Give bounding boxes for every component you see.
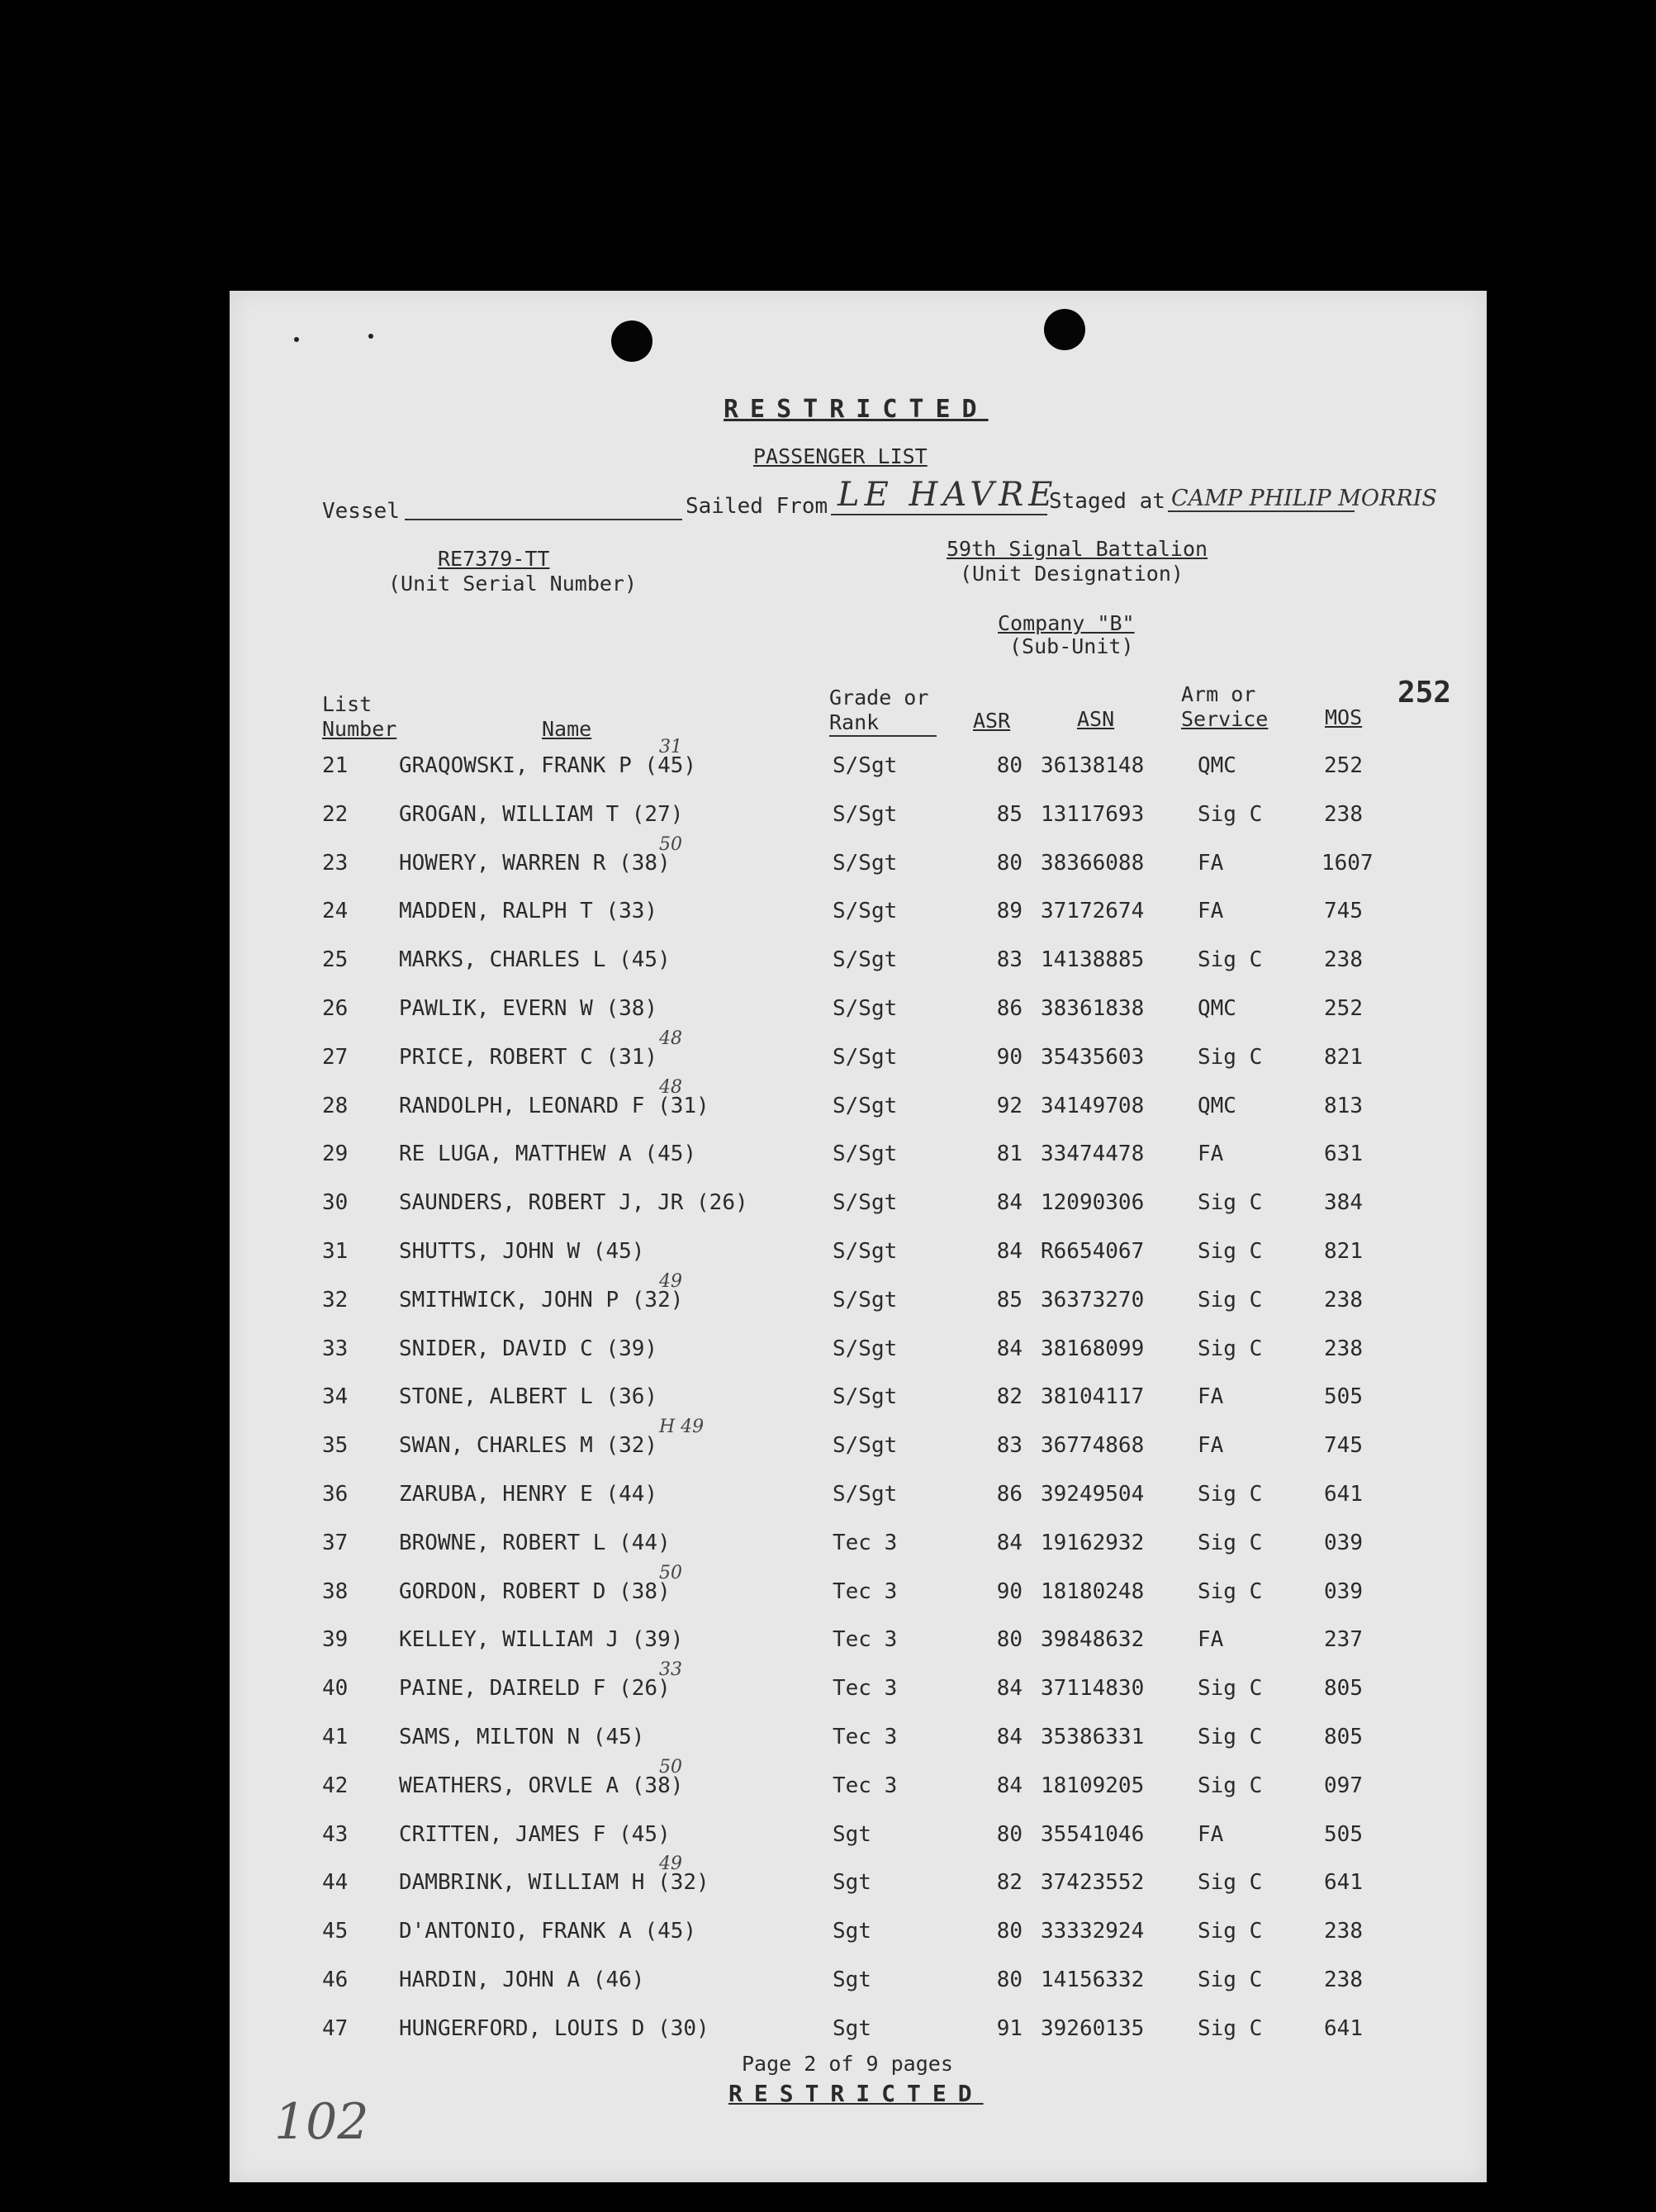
row-number: 35 — [322, 1433, 349, 1459]
mos-code: 641 — [1324, 1870, 1363, 1896]
grade-rank: S/Sgt — [833, 850, 898, 876]
passenger-name: SNIDER, DAVID C (39) — [399, 1336, 658, 1361]
asn-number: 39260135 — [1041, 2015, 1145, 2041]
handwritten-age-correction: 48 — [659, 1028, 682, 1049]
grade-rank: S/Sgt — [833, 899, 898, 924]
asr-score: 89 — [996, 899, 1023, 924]
col-grade — [829, 686, 928, 735]
row-number: 33 — [322, 1336, 349, 1361]
arm-service: Sig C — [1198, 947, 1263, 973]
passenger-name: BROWNE, ROBERT L (44) — [399, 1530, 671, 1555]
speck — [368, 334, 373, 339]
handwritten-page-number: 102 — [274, 2093, 369, 2151]
table-row — [230, 1142, 1487, 1189]
passenger-name: PAWLIK, EVERN W (38) — [399, 996, 658, 1021]
grade-rank: S/Sgt — [833, 1287, 898, 1312]
grade-rank: S/Sgt — [833, 1239, 898, 1264]
sub-unit-caption: (Sub-Unit) — [1009, 634, 1134, 658]
mos-code: 745 — [1324, 899, 1363, 924]
mos-code: 097 — [1324, 1773, 1363, 1798]
row-number: 29 — [322, 1142, 349, 1167]
grade-rank: S/Sgt — [833, 1433, 898, 1459]
grade-rank: S/Sgt — [833, 1044, 898, 1070]
grade-underline — [829, 735, 937, 737]
passenger-name: GORDON, ROBERT D (38) — [399, 1578, 671, 1604]
restricted-footer: RESTRICTED — [728, 2080, 984, 2107]
staged-at-label: Staged at — [1049, 489, 1165, 514]
asn-number: 33332924 — [1041, 1919, 1145, 1944]
row-number: 36 — [322, 1482, 349, 1507]
asr-score: 82 — [996, 1870, 1023, 1896]
asn-number: 13117693 — [1041, 801, 1145, 827]
passenger-name: SAMS, MILTON N (45) — [399, 1725, 645, 1749]
col-grade-label-2: Rank — [829, 710, 880, 734]
mos-code: 384 — [1324, 1190, 1363, 1216]
arm-service: QMC — [1198, 1093, 1236, 1118]
grade-rank: S/Sgt — [833, 753, 898, 778]
row-number: 21 — [322, 753, 349, 778]
asn-number: 36138148 — [1041, 753, 1145, 778]
passenger-name: WEATHERS, ORVLE A (38) — [399, 1773, 684, 1798]
passenger-list-title: PASSENGER LIST — [753, 444, 928, 468]
asr-score: 84 — [996, 1530, 1023, 1555]
row-number: 23 — [322, 850, 349, 876]
table-row — [230, 947, 1487, 995]
table-row — [230, 802, 1487, 850]
grade-rank: S/Sgt — [833, 801, 898, 827]
margin-number: 252 — [1397, 676, 1452, 710]
mos-code: 505 — [1324, 1821, 1363, 1847]
asr-score: 84 — [996, 1239, 1023, 1264]
row-number: 37 — [322, 1530, 349, 1555]
vessel-label: Vessel — [322, 499, 400, 524]
sailed-from-value: LE HAVRE — [837, 476, 1058, 514]
grade-rank: S/Sgt — [833, 1142, 898, 1167]
punch-hole — [1044, 309, 1085, 350]
arm-service: Sig C — [1198, 1725, 1263, 1749]
table-row — [230, 1854, 1487, 1918]
passenger-name: DAMBRINK, WILLIAM H (32) — [399, 1870, 709, 1896]
punch-hole — [611, 320, 652, 362]
asn-number: 37172674 — [1041, 899, 1145, 924]
passenger-name: HOWERY, WARREN R (38) — [399, 850, 671, 876]
arm-service: Sig C — [1198, 1287, 1263, 1312]
grade-rank: Sgt — [833, 2015, 871, 2041]
col-arm-label-1: Arm or — [1181, 682, 1256, 706]
arm-service: Sig C — [1198, 801, 1263, 827]
row-number: 24 — [322, 899, 349, 924]
row-number: 38 — [322, 1578, 349, 1604]
asn-number: 37423552 — [1041, 1870, 1145, 1896]
mos-code: 237 — [1324, 1627, 1363, 1653]
passenger-name: GROGAN, WILLIAM T (27) — [399, 801, 684, 827]
asn-number: 35435603 — [1041, 1044, 1145, 1070]
mos-code: 252 — [1324, 753, 1363, 778]
asr-score: 90 — [996, 1578, 1023, 1604]
row-number: 43 — [322, 1821, 349, 1847]
arm-service: Sig C — [1198, 1336, 1263, 1361]
passenger-name: HUNGERFORD, LOUIS D (30) — [399, 2015, 709, 2041]
asr-score: 84 — [996, 1773, 1023, 1798]
arm-service: FA — [1198, 899, 1224, 924]
mos-code: 238 — [1324, 1919, 1363, 1944]
mos-code: 238 — [1324, 1287, 1363, 1312]
passenger-name: PRICE, ROBERT C (31) — [399, 1044, 658, 1070]
asn-number: 33474478 — [1041, 1142, 1145, 1167]
col-grade-label-1: Grade or — [829, 686, 929, 710]
asn-number: 38168099 — [1041, 1336, 1145, 1361]
asr-score: 80 — [996, 1968, 1023, 1992]
asr-score: 84 — [996, 1336, 1023, 1361]
col-asn: ASN — [1077, 707, 1115, 731]
table-row — [230, 899, 1487, 947]
grade-rank: Tec 3 — [833, 1725, 898, 1749]
table-row — [230, 1562, 1487, 1627]
arm-service: FA — [1198, 1384, 1224, 1410]
col-list-number — [322, 692, 396, 742]
arm-service: FA — [1198, 1627, 1224, 1653]
arm-service: Sig C — [1198, 1190, 1263, 1216]
row-number: 44 — [322, 1870, 349, 1896]
table-row — [230, 1756, 1487, 1821]
col-name: Name — [542, 717, 592, 741]
mos-code: 805 — [1324, 1676, 1363, 1702]
grade-rank: S/Sgt — [833, 947, 898, 973]
passenger-name: RE LUGA, MATTHEW A (45) — [399, 1142, 697, 1167]
handwritten-age-correction: 49 — [659, 1854, 682, 1875]
asr-score: 80 — [996, 1821, 1023, 1847]
handwritten-age-correction: 49 — [659, 1270, 682, 1292]
table-row — [230, 1384, 1487, 1432]
asr-score: 86 — [996, 1482, 1023, 1507]
asr-score: 84 — [996, 1676, 1023, 1702]
passenger-name: MARKS, CHARLES L (45) — [399, 947, 671, 973]
asn-number: 38366088 — [1041, 850, 1145, 876]
asn-number: 38104117 — [1041, 1384, 1145, 1410]
row-number: 45 — [322, 1919, 349, 1944]
asn-number: 35386331 — [1041, 1725, 1145, 1749]
grade-rank: S/Sgt — [833, 996, 898, 1021]
grade-rank: Sgt — [833, 1968, 871, 1992]
unit-serial-caption: (Unit Serial Number) — [388, 572, 638, 596]
staged-at-value: CAMP PHILIP MORRIS — [1171, 486, 1437, 511]
mos-code: 745 — [1324, 1433, 1363, 1459]
arm-service: Sig C — [1198, 1578, 1263, 1604]
arm-service: FA — [1198, 1433, 1224, 1459]
mos-code: 252 — [1324, 996, 1363, 1021]
mos-code: 641 — [1324, 1482, 1363, 1507]
asr-score: 80 — [996, 1627, 1023, 1653]
col-asr: ASR — [973, 709, 1011, 733]
passenger-name: KELLEY, WILLIAM J (39) — [399, 1627, 684, 1653]
col-arm — [1181, 682, 1268, 732]
row-number: 42 — [322, 1773, 349, 1798]
row-number: 27 — [322, 1044, 349, 1070]
mos-code: 039 — [1324, 1578, 1363, 1604]
mos-code: 821 — [1324, 1239, 1363, 1264]
sailed-from-line — [831, 514, 1047, 515]
table-row — [230, 1336, 1487, 1384]
mos-code: 039 — [1324, 1530, 1363, 1555]
arm-service: Sig C — [1198, 1773, 1263, 1798]
unit-designation: 59th Signal Battalion — [947, 537, 1208, 561]
table-row — [230, 1968, 1487, 2015]
row-number: 26 — [322, 996, 349, 1021]
row-number: 41 — [322, 1725, 349, 1749]
grade-rank: Tec 3 — [833, 1773, 898, 1798]
row-number: 31 — [322, 1239, 349, 1264]
mos-code: 505 — [1324, 1384, 1363, 1410]
table-row — [230, 1919, 1487, 1967]
restricted-title: RESTRICTED — [724, 395, 989, 424]
asn-number: 14138885 — [1041, 947, 1145, 973]
passenger-name: MADDEN, RALPH T (33) — [399, 899, 658, 924]
arm-service: Sig C — [1198, 1968, 1263, 1992]
grade-rank: Sgt — [833, 1919, 871, 1944]
passenger-name: RANDOLPH, LEONARD F (31) — [399, 1093, 709, 1118]
arm-service: Sig C — [1198, 1482, 1263, 1507]
sailed-from-label: Sailed From — [686, 494, 828, 519]
asn-number: 14156332 — [1041, 1968, 1145, 1992]
grade-rank: Tec 3 — [833, 1676, 898, 1702]
mos-code: 641 — [1324, 2015, 1363, 2041]
col-list-label-2: Number — [322, 717, 397, 741]
arm-service: FA — [1198, 1142, 1224, 1167]
sub-unit: Company "B" — [998, 611, 1135, 635]
arm-service: Sig C — [1198, 1239, 1263, 1264]
table-row — [230, 1270, 1487, 1336]
table-row — [230, 1822, 1487, 1870]
asn-number: 36774868 — [1041, 1433, 1145, 1459]
mos-code: 238 — [1324, 801, 1363, 827]
document-sheet — [230, 291, 1487, 2182]
grade-rank: Tec 3 — [833, 1578, 898, 1604]
table-row — [230, 1190, 1487, 1238]
arm-service: Sig C — [1198, 1870, 1263, 1896]
table-row — [230, 1028, 1487, 1093]
table-row — [230, 1076, 1487, 1142]
asn-number: 39249504 — [1041, 1482, 1145, 1507]
unit-serial-number: RE7379-TT — [438, 547, 550, 571]
table-row — [230, 1627, 1487, 1675]
staged-at-line — [1168, 510, 1355, 512]
grade-rank: Sgt — [833, 1870, 871, 1896]
mos-code: 805 — [1324, 1725, 1363, 1749]
arm-service: Sig C — [1198, 1919, 1263, 1944]
asr-score: 80 — [996, 850, 1023, 876]
mos-code: 813 — [1324, 1093, 1363, 1118]
passenger-name: D'ANTONIO, FRANK A (45) — [399, 1919, 697, 1944]
asr-score: 80 — [996, 1919, 1023, 1944]
asn-number: 34149708 — [1041, 1093, 1145, 1118]
grade-rank: Tec 3 — [833, 1627, 898, 1653]
passenger-name: HARDIN, JOHN A (46) — [399, 1968, 645, 1992]
passenger-name: SAUNDERS, ROBERT J, JR (26) — [399, 1190, 748, 1216]
table-row — [230, 1531, 1487, 1578]
asr-score: 92 — [996, 1093, 1023, 1118]
asn-number: 18109205 — [1041, 1773, 1145, 1798]
grade-rank: Tec 3 — [833, 1530, 898, 1555]
row-number: 47 — [322, 2015, 349, 2041]
asr-score: 91 — [996, 2015, 1023, 2041]
asn-number: 12090306 — [1041, 1190, 1145, 1216]
table-row — [230, 1482, 1487, 1530]
arm-service: Sig C — [1198, 1530, 1263, 1555]
asr-score: 84 — [996, 1725, 1023, 1749]
asr-score: 81 — [996, 1142, 1023, 1167]
row-number: 28 — [322, 1093, 349, 1118]
handwritten-age-correction: 50 — [659, 1562, 682, 1583]
asr-score: 84 — [996, 1190, 1023, 1216]
arm-service: Sig C — [1198, 1044, 1263, 1070]
arm-service: FA — [1198, 1821, 1224, 1847]
page-number: Page 2 of 9 pages — [742, 2052, 953, 2076]
passenger-name: CRITTEN, JAMES F (45) — [399, 1821, 671, 1847]
col-list-label-1: List — [322, 692, 372, 716]
asn-number: 37114830 — [1041, 1676, 1145, 1702]
table-row — [230, 1417, 1487, 1481]
grade-rank: S/Sgt — [833, 1336, 898, 1361]
asr-score: 82 — [996, 1384, 1023, 1410]
mos-code: 1607 — [1321, 850, 1374, 876]
passenger-name: STONE, ALBERT L (36) — [399, 1384, 658, 1410]
row-number: 22 — [322, 801, 349, 827]
unit-designation-caption: (Unit Designation) — [960, 562, 1184, 586]
table-row — [230, 996, 1487, 1044]
arm-service: Sig C — [1198, 2015, 1263, 2041]
arm-service: FA — [1198, 850, 1224, 876]
asn-number: 36373270 — [1041, 1287, 1145, 1312]
table-row — [230, 1239, 1487, 1287]
row-number: 32 — [322, 1287, 349, 1312]
asr-score: 85 — [996, 801, 1023, 827]
mos-code: 631 — [1324, 1142, 1363, 1167]
asr-score: 90 — [996, 1044, 1023, 1070]
handwritten-age-correction: 50 — [659, 833, 682, 855]
row-number: 39 — [322, 1627, 349, 1653]
asn-number: 35541046 — [1041, 1821, 1145, 1847]
arm-service: Sig C — [1198, 1676, 1263, 1702]
arm-service: QMC — [1198, 753, 1236, 778]
asn-number: 19162932 — [1041, 1530, 1145, 1555]
mos-code: 238 — [1324, 1968, 1363, 1992]
vessel-blank-line — [405, 519, 682, 520]
grade-rank: S/Sgt — [833, 1093, 898, 1118]
mos-code: 238 — [1324, 947, 1363, 973]
passenger-name: SMITHWICK, JOHN P (32) — [399, 1287, 684, 1312]
asr-score: 86 — [996, 996, 1023, 1021]
row-number: 34 — [322, 1384, 349, 1410]
asn-number: 38361838 — [1041, 996, 1145, 1021]
table-row — [230, 1725, 1487, 1773]
grade-rank: S/Sgt — [833, 1190, 898, 1216]
asr-score: 83 — [996, 1433, 1023, 1459]
grade-rank: Sgt — [833, 1821, 871, 1847]
handwritten-age-correction: H 49 — [659, 1417, 705, 1438]
handwritten-age-correction: 33 — [659, 1659, 682, 1681]
asr-score: 83 — [996, 947, 1023, 973]
row-number: 40 — [322, 1676, 349, 1702]
mos-code: 238 — [1324, 1336, 1363, 1361]
handwritten-age-correction: 48 — [659, 1076, 682, 1098]
asn-number: R6654067 — [1041, 1239, 1145, 1264]
passenger-name: SWAN, CHARLES M (32) — [399, 1433, 658, 1459]
col-mos: MOS — [1325, 705, 1363, 729]
table-row — [230, 1659, 1487, 1724]
asn-number: 18180248 — [1041, 1578, 1145, 1604]
handwritten-age-correction: 31 — [659, 737, 682, 757]
table-row — [230, 737, 1487, 801]
speck — [294, 337, 299, 342]
arm-service: QMC — [1198, 996, 1236, 1021]
handwritten-age-correction: 50 — [659, 1756, 682, 1778]
passenger-name: GRAQOWSKI, FRANK P (45) — [399, 753, 697, 778]
grade-rank: S/Sgt — [833, 1384, 898, 1410]
mos-code: 821 — [1324, 1044, 1363, 1070]
passenger-name: PAINE, DAIRELD F (26) — [399, 1676, 671, 1702]
passenger-name: SHUTTS, JOHN W (45) — [399, 1239, 645, 1264]
asn-number: 39848632 — [1041, 1627, 1145, 1653]
asr-score: 85 — [996, 1287, 1023, 1312]
row-number: 25 — [322, 947, 349, 973]
grade-rank: S/Sgt — [833, 1482, 898, 1507]
asr-score: 80 — [996, 753, 1023, 778]
table-row — [230, 833, 1487, 899]
row-number: 30 — [322, 1190, 349, 1216]
col-arm-label-2: Service — [1181, 707, 1269, 731]
row-number: 46 — [322, 1968, 349, 1992]
passenger-name: ZARUBA, HENRY E (44) — [399, 1482, 658, 1507]
